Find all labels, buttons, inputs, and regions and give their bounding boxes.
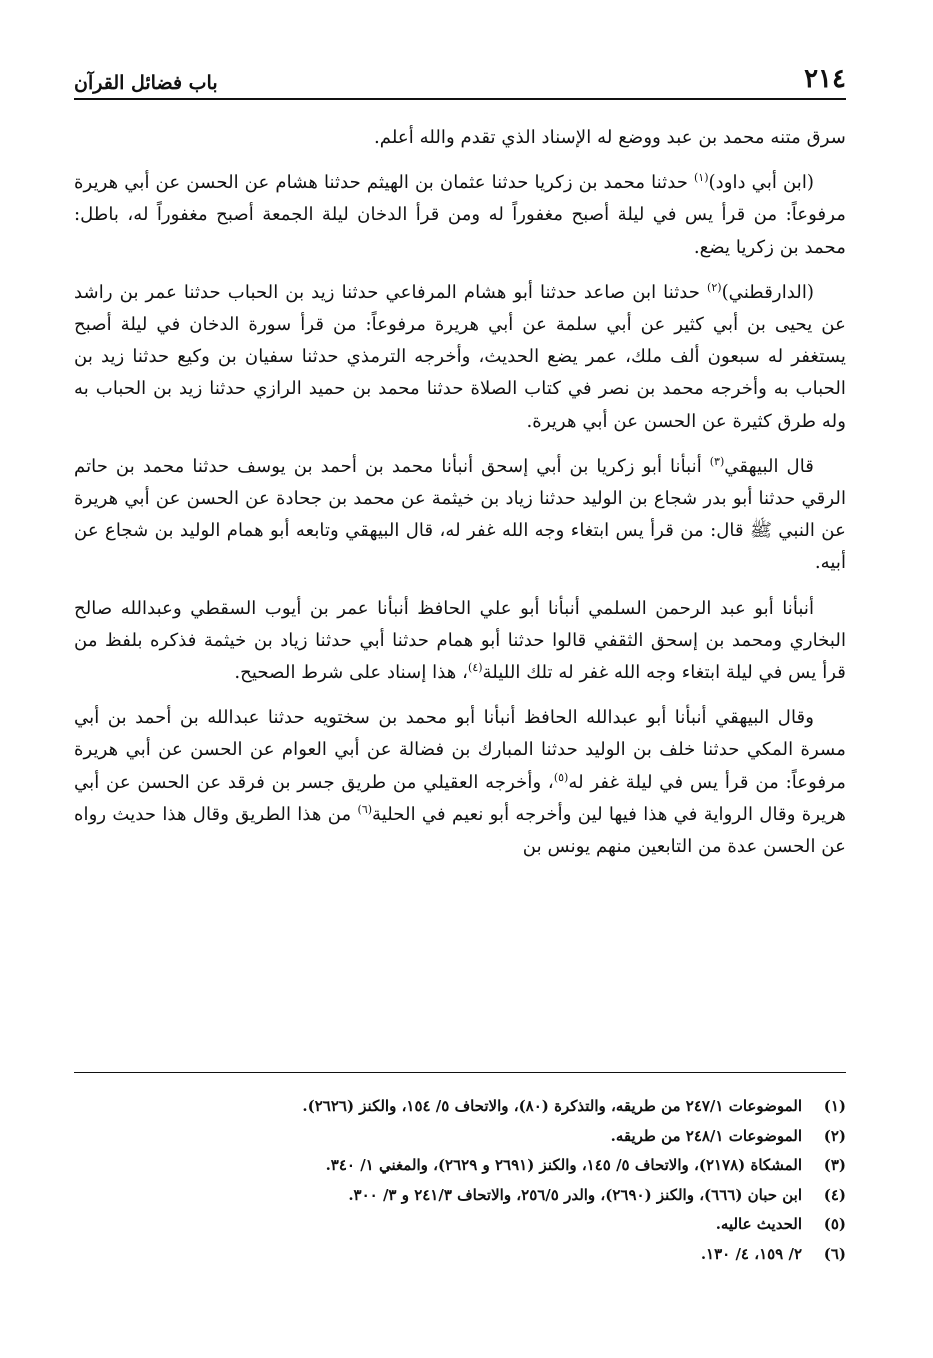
paragraph-text: من هذا الطريق وقال هذا حديث رواه عن الحسن عدة من التابعين منهم يونس بن <box>74 803 846 858</box>
source-lead: قال البيهقي <box>724 455 814 477</box>
page-header <box>74 56 846 100</box>
paragraph-text: ، هذا إسناد على شرط الصحيح. <box>234 662 469 684</box>
paragraph-6 <box>74 702 846 863</box>
footnote-text: المشكاة (٢١٧٨)، والاتحاف ٥/ ١٤٥، والكنز (٢٦٩١ و ٢٦٢٩)، والمغني ١/ ٣٤٠. <box>325 1156 802 1174</box>
footnote-item <box>74 1122 846 1152</box>
footnote-ref: (٢) <box>707 280 722 294</box>
source-lead: (ابن أبي داود) <box>708 172 814 194</box>
footnote-ref: (١) <box>694 171 709 185</box>
paragraph-text: أنبأنا أبو عبد الرحمن السلمي أنبأنا أبو علي الحافظ أنبأنا عمر بن أيوب السقطي وعبدالله صالح البخاري ومحمد بن إسحق الثقفي قالوا حدثنا أبو همام حدثنا أبي حدثنا زياد بن خيثمة فذكره بلفظ من قرأ يس في ليلة ابتغاء وجه الله غفر له تلك الليلة <box>74 597 846 684</box>
footnote-text: الموضوعات ٢٤٧/١ من طريقه، والتذكرة (٨٠)، والاتحاف ٥/ ١٥٤، والكنز (٢٦٢٦). <box>302 1097 802 1115</box>
paragraph-5 <box>74 593 846 690</box>
source-lead: (الدارقطني) <box>721 281 814 303</box>
paragraph-text: ، وأخرجه العقيلي من طريق جسر بن فرقد عن الحسن عن أبي هريرة وقال الرواية في هذا فيها لين وأخرجه أبو نعيم في الحلية <box>74 771 846 825</box>
paragraph-text: سرق متنه محمد بن عبد ووضع له الإسناد الذي تقدم والله أعلم. <box>374 127 846 148</box>
footnote-ref: (٣) <box>709 454 725 468</box>
paragraph-text: أنبأنا أبو زكريا بن أبي إسحق أنبأنا محمد بن أحمد بن يوسف حدثنا محمد بن حاتم الرقي حدثنا أبو بدر شجاع بن الوليد حدثنا زياد بن خيثمة عن محمد بن جحادة عن الحسن عن أبي هريرة عن النبي ﷺ قال: من قرأ يس ابتغاء وجه الله غفر له، قال البيهقي وتابعه أبو همام الوليد بن شجاع عن أبيه. <box>74 455 846 574</box>
footnote-item <box>74 1240 846 1270</box>
footnote-ref: (٦) <box>357 802 373 816</box>
paragraph-2 <box>74 167 846 264</box>
footnote-ref: (٥) <box>553 770 569 784</box>
paragraph-text: حدثنا ابن صاعد حدثنا أبو هشام المرفاعي حدثنا زيد بن الحباب حدثنا عمر بن راشد عن يحيى بن أبي كثير عن أبي سلمة عن أبي هريرة مرفوعاً: من قرأ سورة الدخان في ليلة أصبح يستغفر له سبعون ألف ملك، عمر يضع الحديث، وأخرجه الترمذي حدثنا سفيان بن وكيع حدثنا زيد بن الحباب به وأخرجه محمد بن نصر في كتاب الصلاة حدثنا محمد بن حميد الرازي حدثنا زيد بن الحباب به وله طرق كثيرة عن الحسن عن أبي هريرة. <box>74 281 846 432</box>
footnote-number: (٥) <box>823 1215 846 1233</box>
running-title: باب فضائل القرآن <box>74 72 218 94</box>
paragraph-1 <box>74 122 846 154</box>
footnote-ref: (٤) <box>468 660 483 674</box>
footnote-text: ٢/ ١٥٩، ٤/ ١٣٠. <box>700 1244 802 1263</box>
footnote-text: الموضوعات ٢٤٨/١ من طريقه. <box>610 1126 802 1145</box>
paragraph-text: حدثنا محمد بن زكريا حدثنا عثمان بن الهيثم حدثنا هشام عن الحسن عن أبي هريرة مرفوعاً: من قرأ يس في ليلة أصبح مغفوراً له ومن قرأ الدخان ليلة الجمعة أصبح مغفوراً له، باطل: محمد بن زكريا يضع. <box>74 172 846 258</box>
paragraph-3 <box>74 277 846 438</box>
footnote-item <box>74 1210 846 1240</box>
footnote-number: (٣) <box>823 1156 846 1174</box>
footnote-number: (٦) <box>823 1244 846 1263</box>
main-text <box>74 122 846 876</box>
paragraph-text: وقال البيهقي أنبأنا أبو عبدالله الحافظ أنبأنا أبو محمد بن سختويه حدثنا عبدالله بن أحمد بن أبي مسرة المكي حدثنا خلف بن الوليد حدثنا المبارك بن فضالة عن أبي العوام عن الحسن عن أبي هريرة مرفوعاً: من قرأ يس في ليلة غفر له <box>74 707 846 793</box>
footnote-text: الحديث عاليه. <box>715 1215 802 1233</box>
footnote-item <box>74 1151 846 1181</box>
footnote-number: (٢) <box>823 1126 846 1145</box>
footnote-number: (٤) <box>823 1185 846 1204</box>
footnotes <box>74 1092 846 1269</box>
footnote-text: ابن حبان (٦٦٦)، والكنز (٢٦٩٠)، والدر ٢٥٦/٥، والاتحاف ٢٤١/٣ و ٣/ ٣٠٠. <box>348 1185 802 1204</box>
footnote-item <box>74 1092 846 1122</box>
footnote-number: (١) <box>823 1097 846 1115</box>
footnote-item <box>74 1181 846 1211</box>
page-number: ٢١٤ <box>804 64 846 94</box>
footnote-divider <box>74 1072 846 1073</box>
paragraph-4 <box>74 451 846 580</box>
